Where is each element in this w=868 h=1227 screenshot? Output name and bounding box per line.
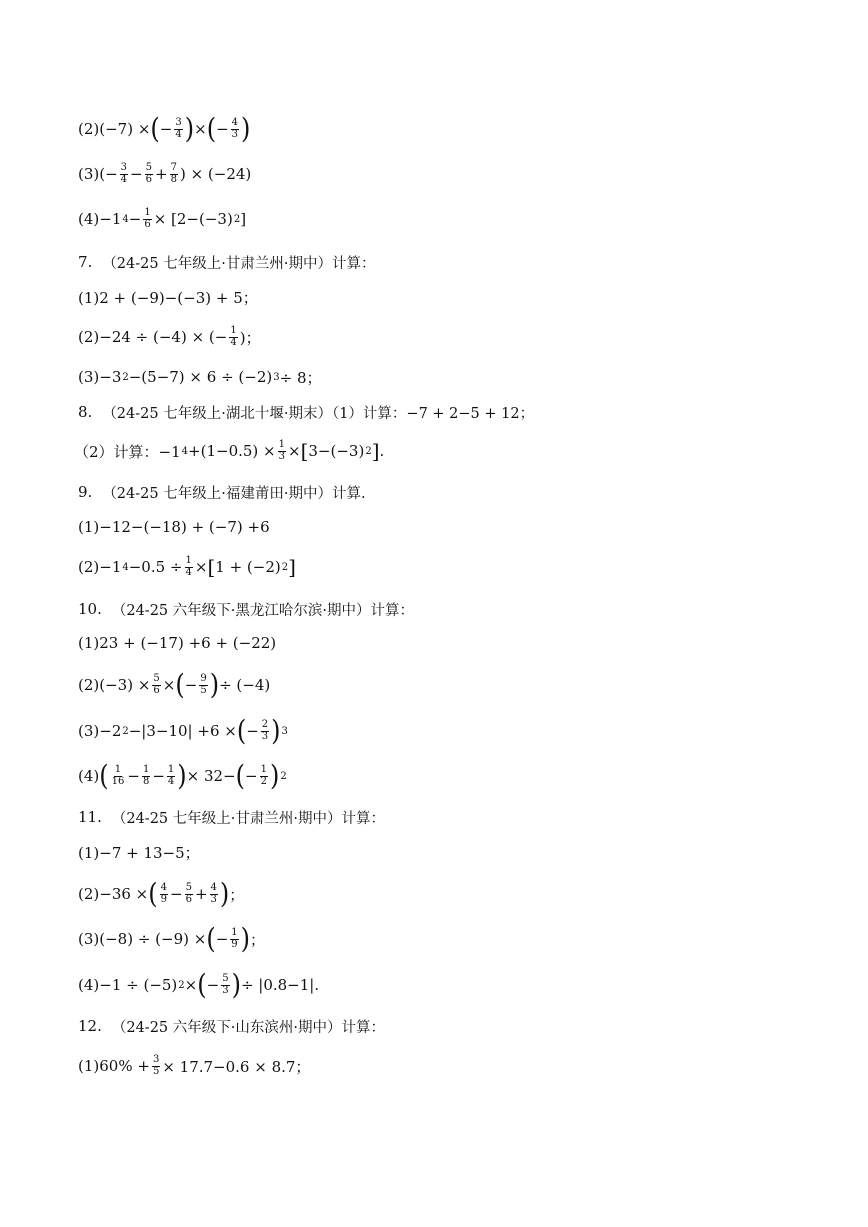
question-heading [78, 249, 375, 275]
problem-line: (4) ( $\frac{1}{16}$ − $\frac{1}{8}$ − $\frac{1}{4}$ ) × 32− ( − $\frac{1}{2}$ ) 2 [78, 759, 287, 793]
paren-open: ( [235, 759, 246, 793]
expression-text: （2）计算：−1 [74, 442, 181, 461]
fraction [185, 556, 193, 578]
problem-line [78, 324, 261, 350]
denominator: 3 [210, 893, 217, 905]
exponent: 2 [122, 371, 129, 383]
numerator: 5 [153, 673, 160, 684]
exponent: 2 [365, 445, 372, 457]
expression-text: −(5−7) × 6 ÷ (−2) [128, 368, 273, 386]
numerator: 2 [261, 719, 269, 730]
expression-text: + [155, 165, 168, 183]
numerator: 5 [185, 882, 192, 893]
question-number: 8. [78, 403, 93, 421]
fraction [152, 1055, 160, 1077]
exponent: 3 [273, 371, 280, 383]
denominator: 6 [145, 173, 152, 185]
question-number: 7. [78, 253, 93, 271]
expression-text: (4)−1 ÷ (−5) [78, 976, 178, 994]
numerator: 3 [120, 162, 128, 173]
denominator: 6 [144, 218, 151, 230]
exponent: 2 [233, 213, 241, 225]
problem-line: (3)−2 2 −|3−10| +6 × ( − $\frac{2}{3}$ ) 3 [78, 714, 288, 748]
question-number: 10. [78, 600, 102, 618]
problem-line [78, 630, 276, 656]
question-source: （24-25 七年级上·甘肃兰州·期中）计算： [102, 255, 376, 272]
denominator: 4 [175, 128, 182, 140]
fraction [260, 765, 268, 787]
denominator: 2 [260, 775, 267, 787]
fraction [145, 163, 153, 185]
numerator: 3 [152, 1054, 160, 1065]
expression-text: ； [250, 930, 266, 949]
question-heading [78, 804, 385, 830]
problem-line [78, 364, 322, 390]
bracket-open: [ [207, 555, 216, 579]
question-source: （24-25 七年级上·湖北十堰·期末）（1）计算：−7 + 2−5 + 12； [102, 405, 535, 422]
paren-open: ( [150, 112, 160, 146]
expression-text: (3)−3 [78, 368, 122, 386]
fraction [221, 974, 229, 996]
expression-text: − [128, 210, 142, 228]
denominator: 6 [185, 893, 192, 905]
expression-text: ) × (−24) [179, 165, 252, 183]
problem-line: (3)(−8) ÷ (−9) × ( − $\frac{1}{9}$ ) ； [78, 922, 266, 956]
denominator: 9 [160, 893, 167, 905]
question-source: （24-25 六年级下·山东滨州·期中）计算： [111, 1019, 385, 1036]
expression-text: (1)2 + (−9)−(−3) + 5； [78, 288, 258, 307]
expression-text: ] [240, 210, 247, 228]
fraction [142, 765, 150, 787]
numerator: 5 [222, 973, 229, 984]
denominator: 9 [231, 938, 238, 950]
bracket-close: ] [371, 439, 380, 463]
expression-text: × [162, 676, 176, 694]
problem-label: (3) [78, 165, 100, 183]
fraction [160, 883, 168, 905]
expression-text: (4) [78, 767, 100, 785]
expression-text: 3−(−3) [308, 442, 365, 460]
bracket-open: [ [300, 439, 309, 463]
expression-text: 1 + (−2) [215, 558, 281, 576]
fraction [185, 883, 193, 905]
fraction [174, 118, 182, 140]
expression-text: × [2−(−3) [153, 210, 233, 228]
paren-open: ( [206, 112, 217, 146]
exponent: 4 [181, 445, 189, 457]
denominator: 4 [167, 775, 175, 787]
paren-close: ) [219, 877, 230, 911]
expression-text: ÷ 8； [279, 368, 322, 387]
question-heading [78, 479, 366, 505]
denominator: 4 [185, 566, 192, 578]
question-heading [78, 1013, 385, 1039]
question-source: （24-25 七年级上·甘肃兰州·期中）计算： [111, 810, 385, 827]
paren-open: ( [148, 877, 158, 911]
expression-text: )； [239, 328, 261, 347]
expression-text: (− [99, 165, 118, 183]
exponent: 2 [280, 770, 287, 782]
question-number: 12. [78, 1017, 102, 1035]
problem-line [78, 1053, 310, 1079]
problem-line: (4)−1 ÷ (−5) 2 × ( − $\frac{5}{3}$ ) ÷ |0.8−1|. [78, 968, 320, 1002]
expression-text: +(1−0.5) × [188, 442, 276, 460]
question-number: 11. [78, 808, 102, 826]
paren-open: ( [175, 668, 185, 702]
numerator: 1 [278, 439, 285, 450]
fraction [143, 208, 151, 230]
expression-text: . [379, 442, 385, 460]
expression-text: (2)−1 [78, 558, 122, 576]
fraction [230, 928, 238, 950]
fraction [170, 163, 178, 185]
denominator: 3 [231, 128, 239, 140]
expression-text: (1)23 + (−17) +6 + (−22) [78, 634, 277, 652]
exponent: 4 [122, 213, 129, 225]
numerator: 4 [160, 882, 167, 893]
numerator: 4 [231, 117, 239, 128]
denominator: 5 [200, 684, 207, 696]
question-source: （24-25 六年级下·黑龙江哈尔滨·期中）计算： [111, 602, 414, 619]
numerator: 1 [167, 764, 175, 775]
denominator: 3 [278, 450, 285, 462]
problem-line [78, 161, 251, 187]
numerator: 1 [142, 764, 150, 775]
paren-open: ( [99, 759, 109, 793]
expression-text: × [194, 120, 207, 138]
expression-text: ； [229, 885, 245, 904]
problem-line [78, 839, 200, 865]
expression-text: (3)−2 [78, 722, 122, 740]
expression-text: (2)−24 ÷ (−4) × (− [78, 328, 228, 346]
expression-text: −|3−10| +6 × [128, 722, 237, 740]
bracket-close: ] [288, 555, 296, 579]
problem-line [78, 206, 246, 232]
denominator: 4 [230, 336, 237, 348]
expression-text: (3)(−8) ÷ (−9) × [78, 930, 207, 948]
problem-line: (2)−36 × ( $\frac{4}{9}$ − $\frac{5}{6}$ + $\frac{4}{3}$ ) ； [78, 877, 245, 911]
expression-text: × 17.7−0.6 × 8.7； [162, 1057, 311, 1076]
expression-text: − [130, 165, 143, 183]
problem-label: (4) [78, 210, 100, 228]
paren-close: ) [241, 112, 251, 146]
expression-text: ÷ (−4) [219, 676, 271, 694]
fraction [152, 674, 160, 696]
paren-open: ( [236, 714, 247, 748]
expression-text: (2)(−3) × [78, 676, 151, 694]
paren-open: ( [206, 922, 216, 956]
numerator: 4 [210, 882, 217, 893]
paren-close: ) [231, 968, 241, 1002]
numerator: 1 [185, 555, 192, 566]
question-source: （24-25 七年级上·福建莆田·期中）计算. [102, 485, 366, 502]
fraction [278, 440, 286, 462]
fraction [210, 883, 218, 905]
expression-text: × [194, 558, 208, 576]
question-heading [78, 399, 534, 425]
numerator: 1 [260, 764, 267, 775]
expression-text: (1)60% + [78, 1057, 150, 1075]
expression-text: (1)−7 + 13−5； [78, 843, 200, 862]
fraction [167, 765, 175, 787]
expression-text: × [184, 976, 198, 994]
problem-line: (2)(−3) × $\frac{5}{6}$ × ( − $\frac{9}{5}$ ) ÷ (−4) [78, 668, 271, 702]
paren-close: ) [271, 714, 281, 748]
problem-line [74, 438, 384, 464]
problem-line [78, 514, 270, 540]
expression-text: (2)−36 × [78, 885, 149, 903]
fraction [231, 118, 239, 140]
paren-close: ) [269, 759, 280, 793]
expression-text: ÷ |0.8−1|. [240, 976, 320, 994]
fraction [111, 765, 126, 787]
exponent: 4 [122, 561, 129, 573]
denominator: 16 [111, 775, 125, 787]
paren-close: ) [209, 668, 220, 702]
denominator: 3 [222, 984, 229, 996]
numerator: 1 [230, 325, 237, 336]
expression-text: × 32− [186, 767, 236, 785]
problem-line [78, 554, 296, 580]
numerator: 1 [114, 764, 122, 775]
denominator: 6 [153, 684, 160, 696]
expression-text: (−7) × [99, 120, 151, 138]
fraction [229, 326, 237, 348]
paren-close: ) [184, 112, 195, 146]
problem-label: (2) [78, 120, 100, 138]
exponent: 2 [178, 979, 185, 991]
expression-text: (1)−12−(−18) + (−7) +6 [78, 518, 270, 536]
expression-text: −1 [99, 210, 122, 228]
numerator: 9 [200, 673, 207, 684]
numerator: 1 [231, 927, 238, 938]
denominator: 4 [120, 173, 128, 185]
exponent: 2 [281, 561, 289, 573]
fraction [261, 720, 269, 742]
fraction [120, 163, 128, 185]
paren-close: ) [177, 759, 187, 793]
question-number: 9. [78, 483, 93, 501]
denominator: 5 [152, 1065, 160, 1077]
expression-text: × [287, 442, 301, 460]
fraction [199, 674, 207, 696]
question-heading [78, 596, 414, 622]
exponent: 2 [122, 725, 129, 737]
problem-line [78, 284, 258, 310]
denominator: 3 [261, 730, 269, 742]
denominator: 8 [170, 173, 177, 185]
numerator: 5 [145, 162, 152, 173]
exponent: 3 [281, 725, 288, 737]
expression-text: −0.5 ÷ [128, 558, 183, 576]
problem-line: (2) (−7) × ( − $\frac{3}{4}$ ) × ( − $\frac{4}{3}$ ) [78, 112, 251, 146]
paren-close: ) [240, 922, 251, 956]
paren-open: ( [197, 968, 207, 1002]
numerator: 1 [144, 207, 151, 218]
denominator: 8 [142, 775, 150, 787]
numerator: 7 [170, 162, 177, 173]
numerator: 3 [175, 117, 182, 128]
